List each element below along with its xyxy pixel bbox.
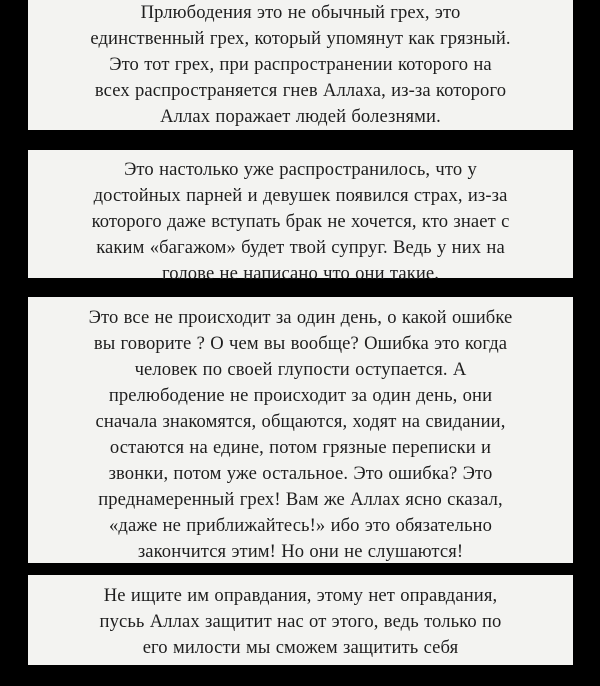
text-card-2 [28,150,573,284]
paragraph-1: Прлюбодения это не обычный грех, это единственный грех, который упомянут как грязный. Это тот грех, при распространении которого на всех распространяется гнев Аллаха, из-за которого Аллах поражает людей болезнями. [90,2,511,127]
paragraph-4: Не ищите им оправдания, этому нет оправдания, пусьь Аллах защитит нас от этого, ведь только по его милости мы сможем защитить себя [99,585,502,658]
paragraph-3: Это все не происходит за один день, о какой ошибке вы говорите ? О чем вы вообще? Ошибка это когда человек по своей глупости оступается. А прелюбодение не происходит за один день, они сначала знакомятся, общаются, ходят на свидании, остаются на едине, потом грязные переписки и звонки, потом уже остальное. Это ошибка? Это преднамеренный грех! Вам же Аллах ясно сказал, «даже не приближайтесь!» ибо это обязательно закончится этим! Но они не слушаются! [88,307,513,562]
text-card-1 [28,0,573,130]
paragraph-2: Это настолько уже распространилось, что у достойных парней и девушек появился страх, из-за которого даже вступать брак не хочется, кто знает с каким «багажом» будет твой супруг. Ведь у них на голове не написано что они такие. [91,159,510,284]
text-card-4 [28,575,573,665]
text-card-3 [28,297,573,563]
